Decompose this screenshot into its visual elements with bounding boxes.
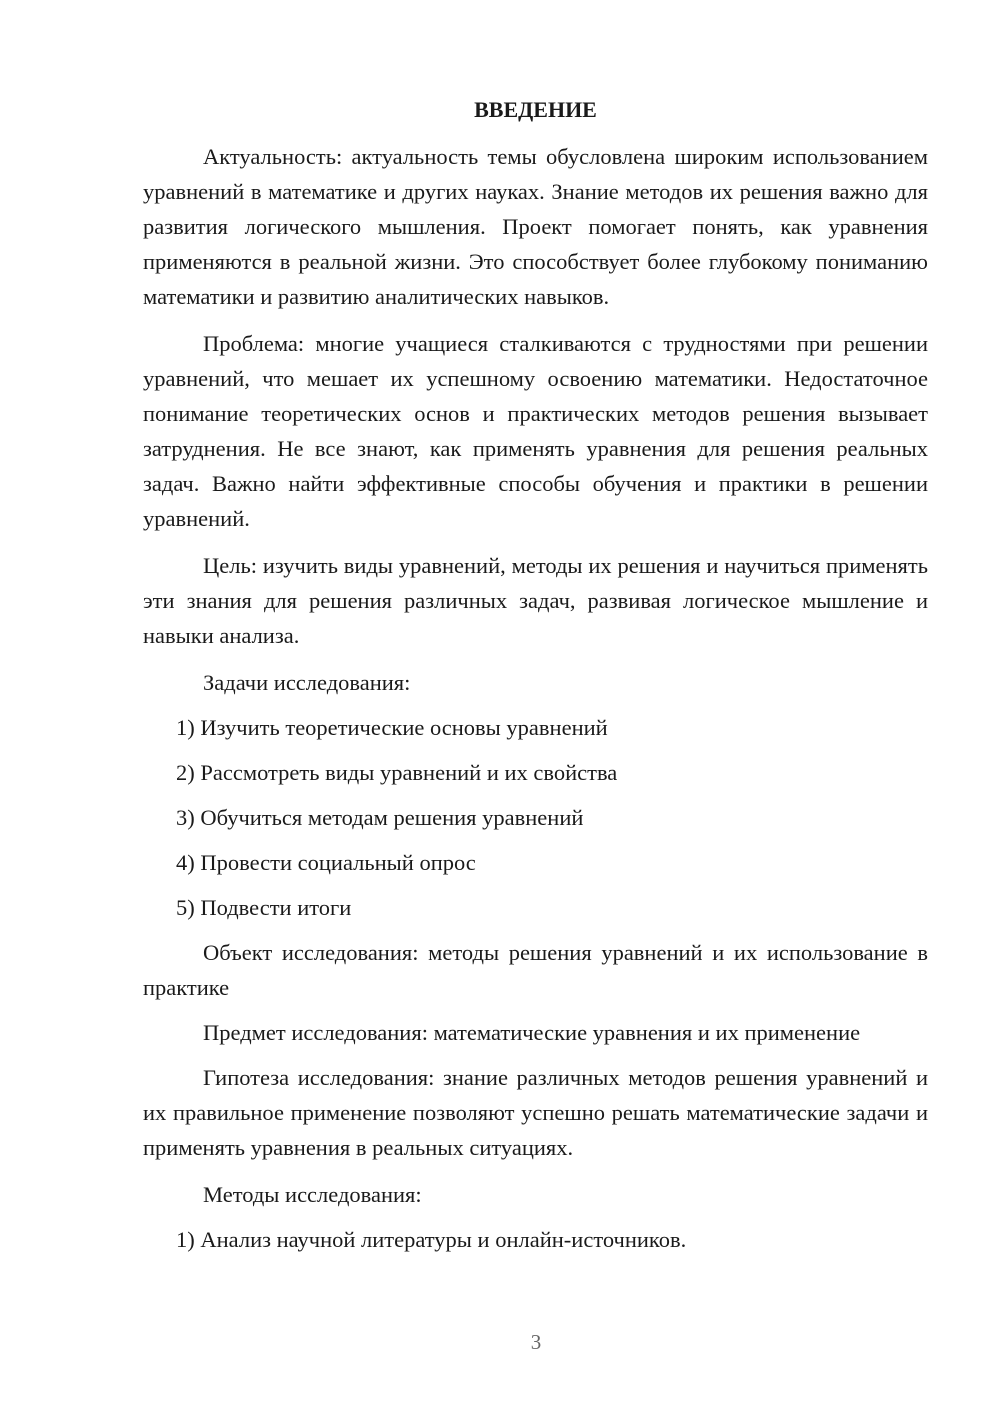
page-number: 3 (530, 1330, 542, 1354)
task-item: 2) Рассмотреть виды уравнений и их свойства (176, 760, 618, 785)
task-item: 5) Подвести итоги (176, 895, 352, 920)
methods-heading: Методы исследования: (203, 1182, 422, 1207)
task-item: 1) Изучить теоретические основы уравнений (176, 715, 608, 740)
problem-paragraph: Проблема: многие учащиеся сталкиваются с трудностями при решении уравнений, что мешает их успешному освоению математики. Недостаточное понимание теоретических основ и практических методов решения вызывает затруднения. Не все знают, как применять уравнения для решения реальных задач. Важно найти эффективные способы обучения и практики в решении уравнений. (143, 331, 928, 531)
hypothesis-paragraph: Гипотеза исследования: знание различных методов решения уравнений и их правильное применение позволяют успешно решать математические задачи и применять уравнения в реальных ситуациях. (143, 1065, 928, 1160)
methods-list (143, 1222, 928, 1257)
task-item: 4) Провести социальный опрос (176, 850, 476, 875)
section-title: ВВЕДЕНИЕ (474, 97, 597, 122)
page-content (143, 90, 928, 1267)
method-item: 1) Анализ научной литературы и онлайн-источников. (176, 1227, 687, 1252)
relevance-paragraph: Актуальность: актуальность темы обусловлена широким использованием уравнений в математике и других науках. Знание методов их решения важно для развития логического мышления. Проект помогает понять, как уравнения применяются в реальной жизни. Это способствует более глубокому пониманию математики и развитию аналитических навыков. (143, 144, 928, 309)
task-item: 3) Обучиться методам решения уравнений (176, 805, 584, 830)
object-paragraph: Объект исследования: методы решения уравнений и их использование в практике (143, 940, 928, 1000)
subject-paragraph: Предмет исследования: математические уравнения и их применение (203, 1020, 861, 1045)
goal-paragraph: Цель: изучить виды уравнений, методы их решения и научиться применять эти знания для решения различных задач, развивая логическое мышление и навыки анализа. (143, 553, 928, 648)
tasks-list (143, 710, 928, 925)
tasks-heading: Задачи исследования: (203, 670, 411, 695)
